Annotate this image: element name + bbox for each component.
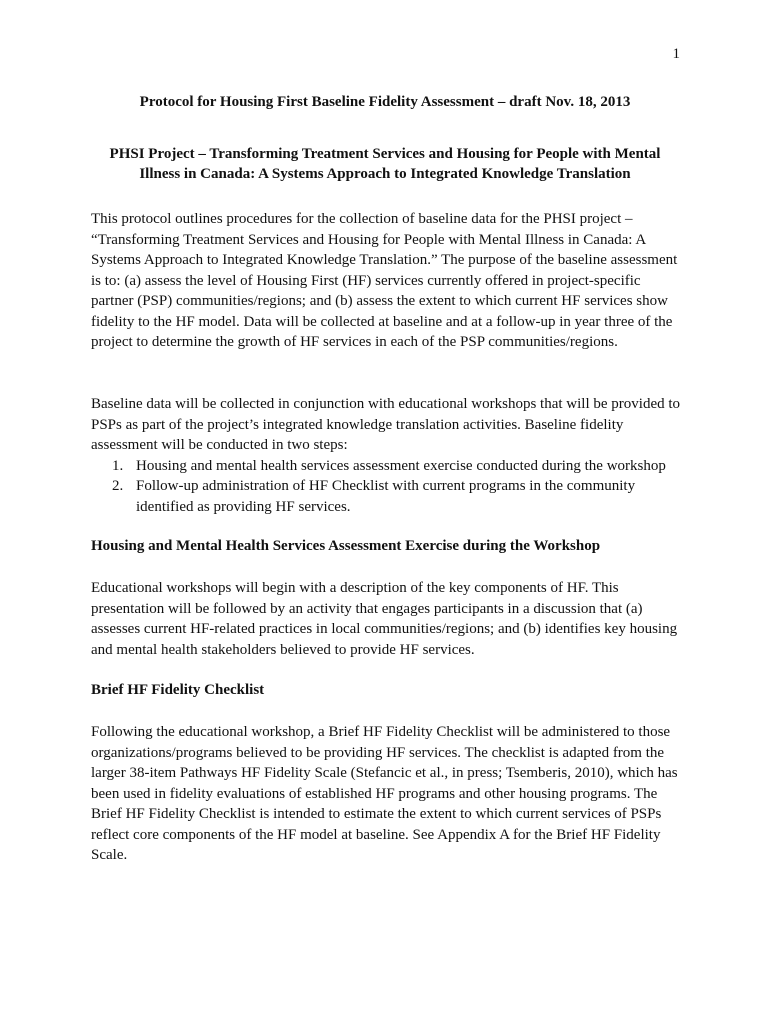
section-heading-checklist: Brief HF Fidelity Checklist bbox=[91, 682, 265, 698]
project-title-line-2: Illness in Canada: A Systems Approach to Integrated Knowledge Translation bbox=[139, 166, 631, 182]
list-item-text: Follow-up administration of HF Checklist with current programs in the community identified as providing HF services. bbox=[136, 478, 636, 515]
baseline-text: Baseline data will be collected in conjunction with educational workshops that will be provided to PSPs as part of the project’s integrated knowledge translation activities. Baseline fidelity assessment will be conducted in two steps: bbox=[91, 396, 681, 453]
list-item-text: Housing and mental health services assessment exercise conducted during the workshop bbox=[136, 457, 666, 474]
list-item-number: 1. bbox=[112, 457, 124, 474]
page-number: 1 bbox=[672, 46, 680, 62]
workshop-paragraph bbox=[91, 578, 681, 660]
workshop-text: Educational workshops will begin with a description of the key components of HF. This presentation will be followed by an activity that engages participants in a discussion that (a) assesses current HF-related practices in local communities/regions; and (b) identifies key housing and mental health stakeholders believed to provide HF services. bbox=[91, 580, 678, 658]
project-title-line-1: PHSI Project – Transforming Treatment Services and Housing for People with Mental bbox=[109, 146, 661, 162]
intro-paragraph bbox=[91, 209, 681, 353]
intro-text: This protocol outlines procedures for the collection of baseline data for the PHSI project – “Transforming Treatment Services and Housing for People with Mental Illness in Canada: A Systems Approach to Integrated Knowledge Translation.” The purpose of the baseline assessment is to: (a) assess the level of Housing First (HF) services currently offered in project-specific partner (PSP) communities/regions; and (b) assess the extent to which current HF services show fidelity to the HF model. Data will be collected at baseline and at a follow-up in year three of the project to determine the growth of HF services in each of the PSP communities/regions. bbox=[91, 211, 678, 350]
list-item bbox=[112, 456, 681, 477]
checklist-paragraph bbox=[91, 722, 681, 866]
project-title bbox=[60, 144, 710, 184]
section-heading-exercise: Housing and Mental Health Services Assessment Exercise during the Workshop bbox=[91, 538, 601, 554]
steps-list bbox=[91, 456, 681, 518]
checklist-text: Following the educational workshop, a Brief HF Fidelity Checklist will be administered to those organizations/programs believed to be providing HF services. The checklist is adapted from the larger 38-item Pathways HF Fidelity Scale (Stefancic et al., in press; Tsemberis, 2010), which has been used in fidelity evaluations of established HF programs and other housing programs. The Brief HF Fidelity Checklist is intended to estimate the extent to which current services of PSPs reflect core components of the HF model at baseline. See Appendix A for the Brief HF Fidelity Scale. bbox=[91, 724, 678, 863]
document-title: Protocol for Housing First Baseline Fidelity Assessment – draft Nov. 18, 2013 bbox=[139, 94, 631, 110]
list-item-number: 2. bbox=[112, 478, 124, 494]
baseline-paragraph bbox=[91, 394, 681, 517]
list-item bbox=[112, 476, 681, 517]
